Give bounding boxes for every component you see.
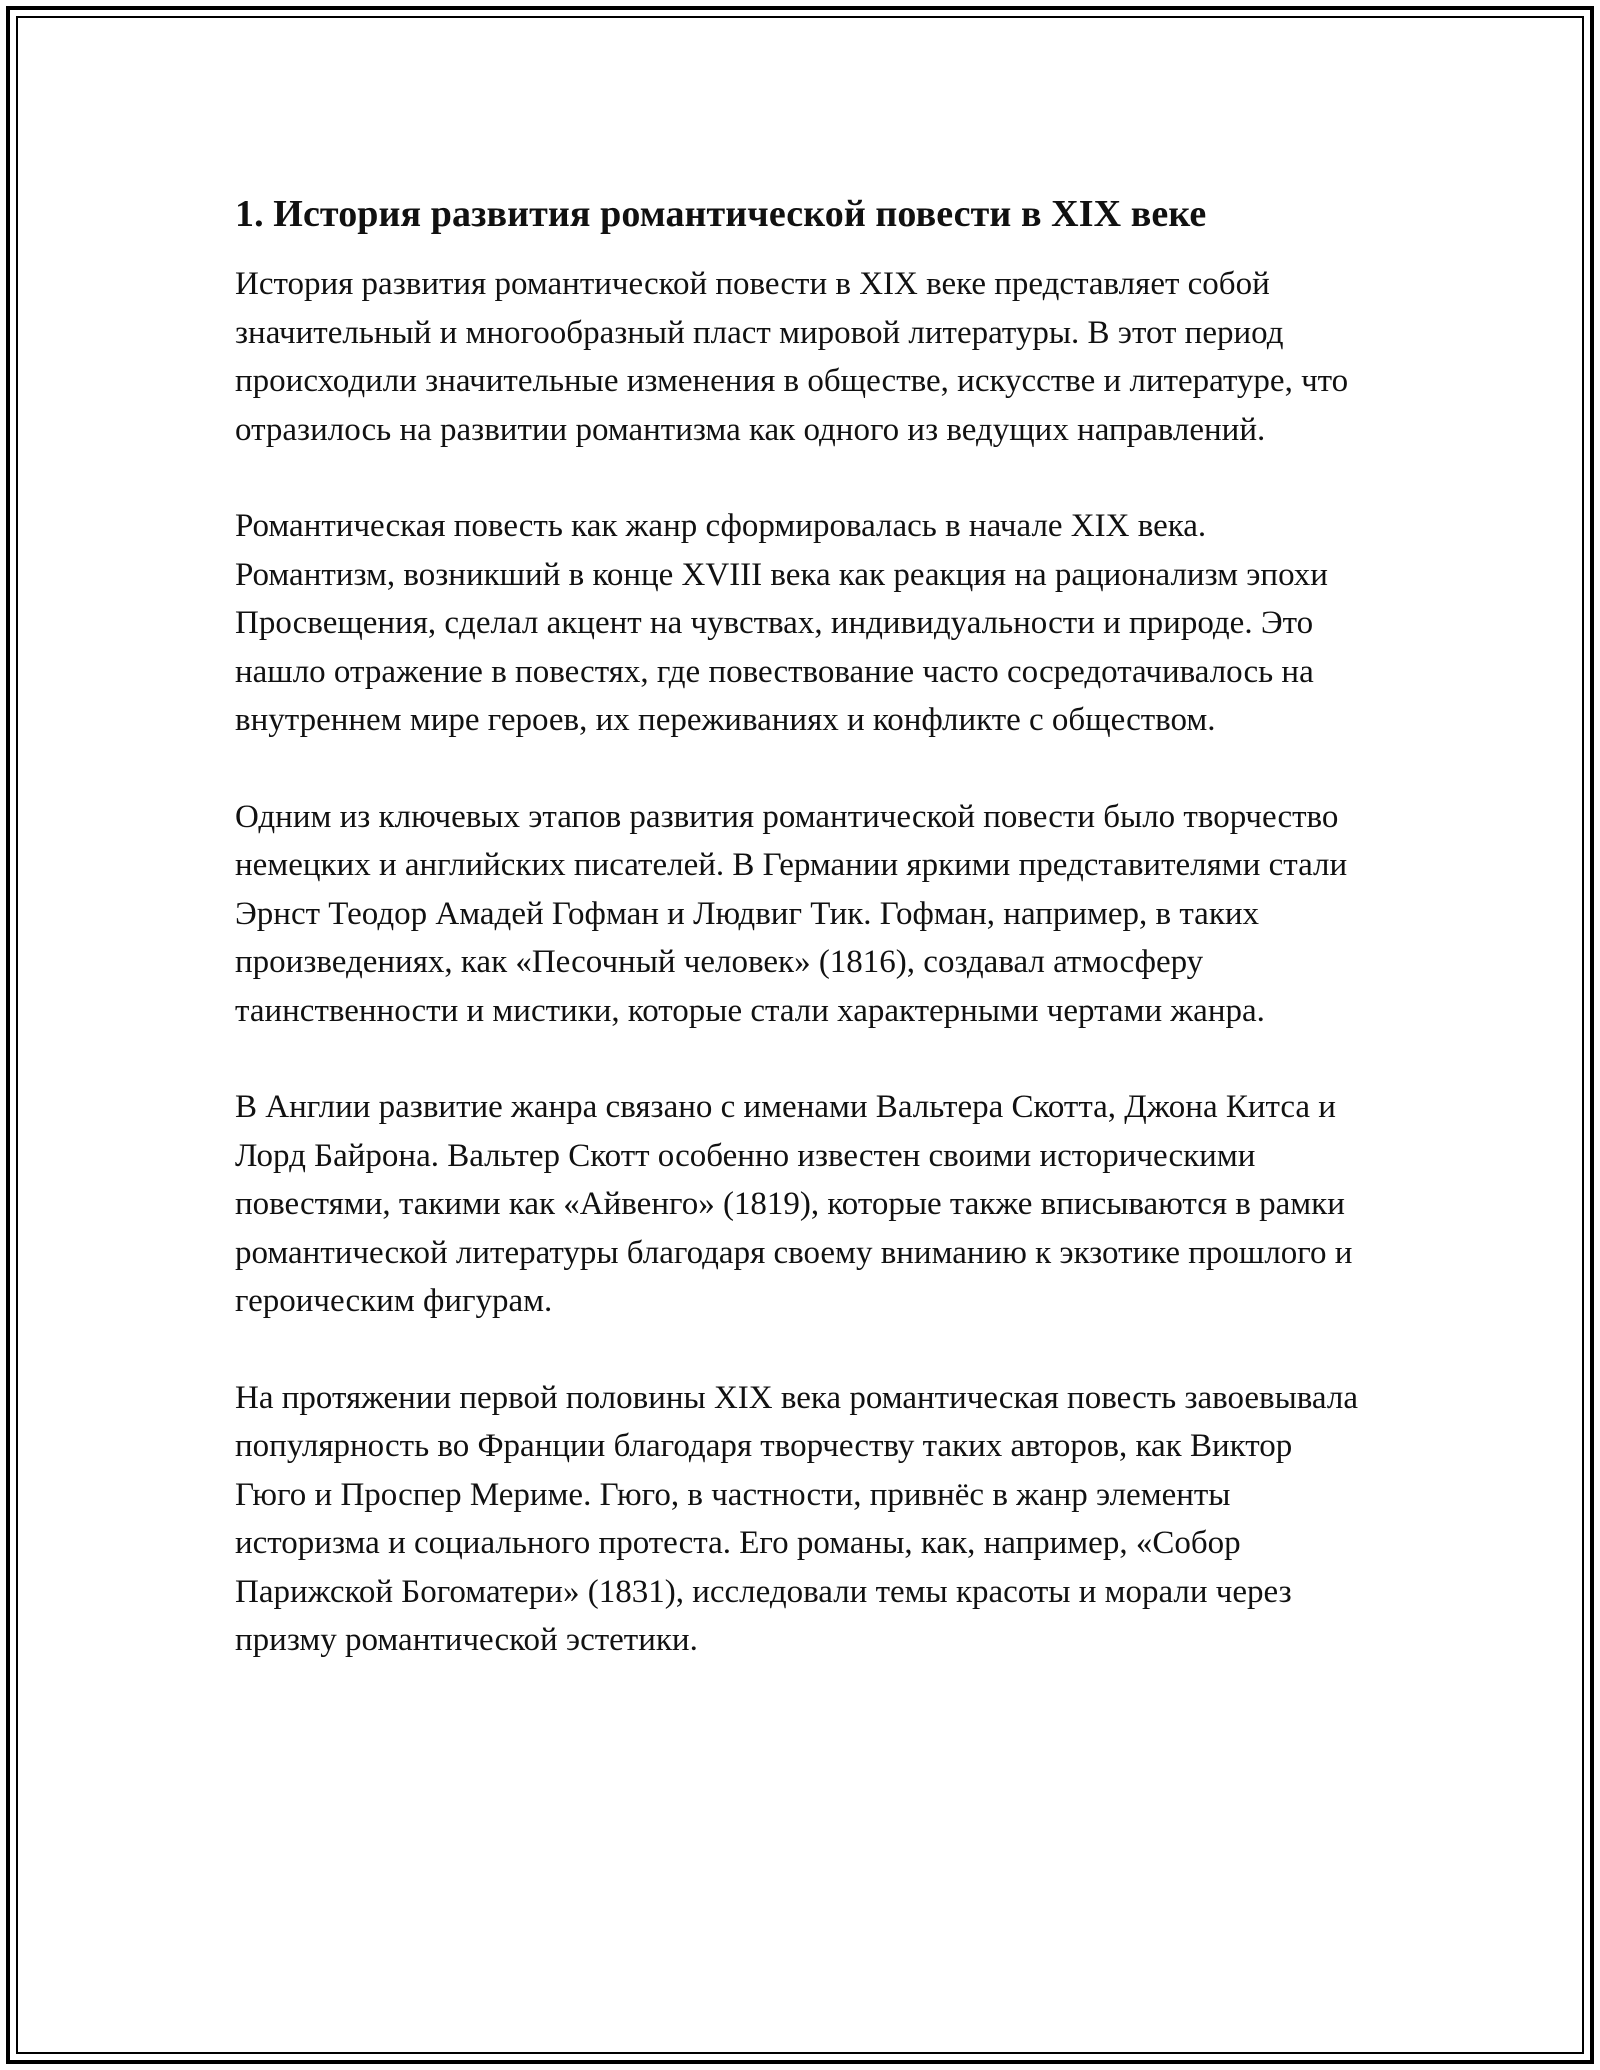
document-body	[235, 186, 1365, 1713]
paragraph-france: На протяжении первой половины XIX века романтическая повесть завоевывала популярность во Франции благодаря творчеству таких авторов, как Виктор Гюго и Проспер Мериме. Гюго, в частности, привнёс в жанр элементы историзма и социального протеста. Его романы, как, например, «Собор Парижской Богоматери» (1831), исследовали темы красоты и морали через призму романтической эстетики.	[235, 1379, 1358, 1658]
paragraph-genre-formation: Романтическая повесть как жанр сформировалась в начале XIX века. Романтизм, возникший в конце XVIII века как реакция на рационализм эпохи Просвещения, сделал акцент на чувствах, индивидуальности и природе. Это нашло отражение в повестях, где повествование часто сосредотачивалось на внутреннем мире героев, их переживаниях и конфликте с обществом.	[235, 508, 1328, 738]
paragraph-german-english-writers: Одним из ключевых этапов развития романтической повести было творчество немецких и английских писателей. В Германии яркими представителями стали Эрнст Теодор Амадей Гофман и Людвиг Тик. Гофман, например, в таких произведениях, как «Песочный человек» (1816), создавал атмосферу таинственности и мистики, которые стали характерными чертами жанра.	[235, 798, 1348, 1029]
paragraph-england: В Англии развитие жанра связано с именами Вальтера Скотта, Джона Китса и Лорд Байрона. Вальтер Скотт особенно известен своими историческими повестями, такими как «Айвенго» (1819), которые также вписываются в рамки романтической литературы благодаря своему вниманию к экзотике прошлого и героическим фигурам.	[235, 1089, 1353, 1319]
paragraph-intro: История развития романтической повести в XIX веке представляет собой значительный и многообразный пласт мировой литературы. В этот период происходили значительные изменения в обществе, искусстве и литературе, что отразилось на развитии романтизма как одного из ведущих направлений.	[235, 266, 1349, 448]
section-heading: 1. История развития романтической повести в XIX веке	[235, 193, 1207, 235]
